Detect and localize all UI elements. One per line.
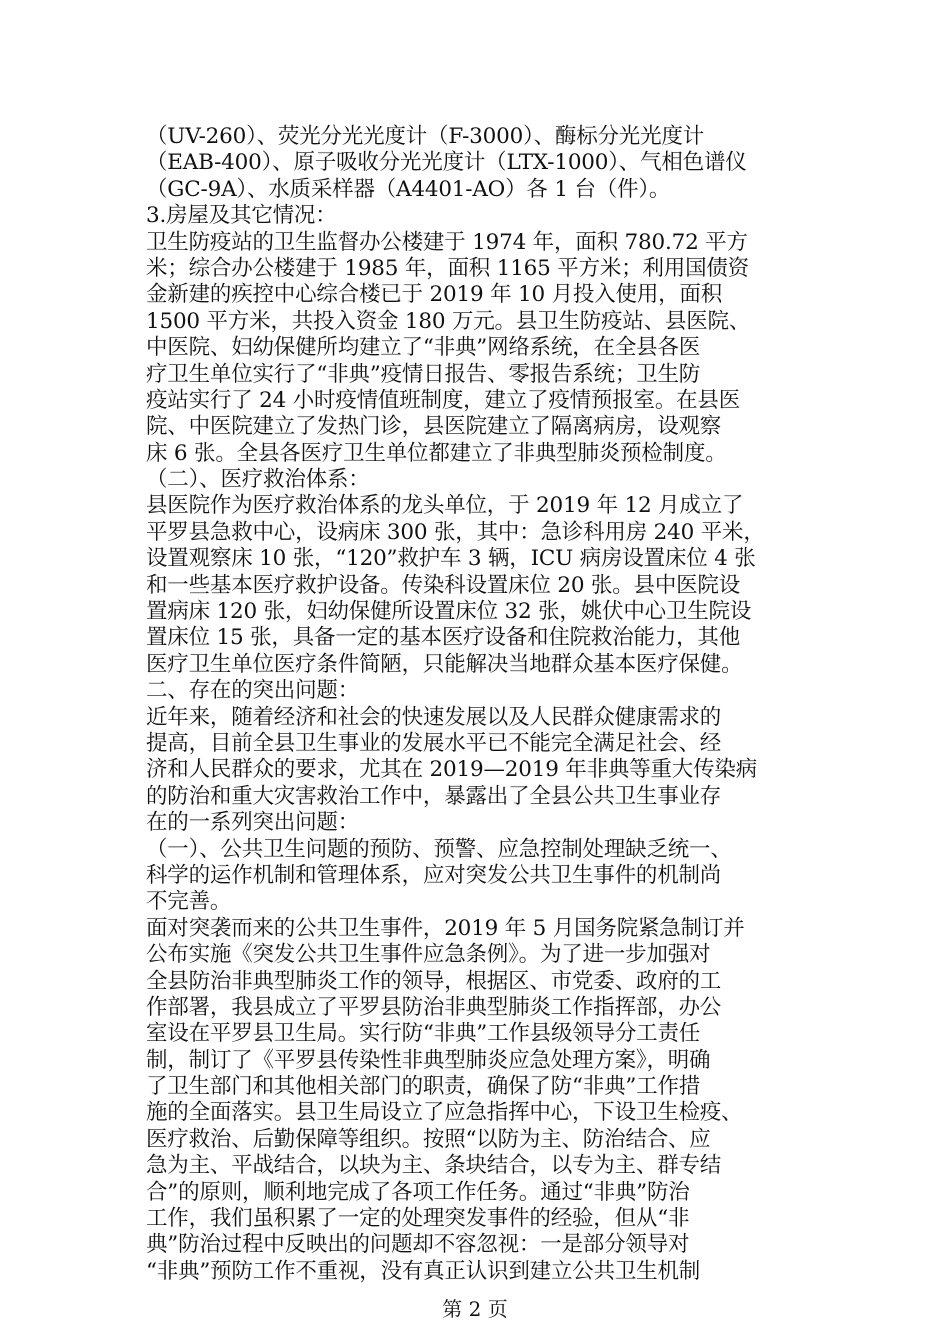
- text-line: 和一些基本医疗救护设备。传染科设置床位 20 张。县中医院设: [146, 572, 741, 598]
- text-line: 室设在平罗县卫生局。实行防“非典”工作县级领导分工责任: [146, 1021, 701, 1047]
- text-line: 近年来，随着经济和社会的快速发展以及人民群众健康需求的: [146, 704, 722, 730]
- text-line: 卫生防疫站的卫生监督办公楼建于 1974 年，面积 780.72 平方: [146, 229, 748, 255]
- text-line: 作部署，我县成立了平罗县防治非典型肺炎工作指挥部，办公: [146, 994, 722, 1020]
- page-number: 第 2 页: [442, 1297, 508, 1321]
- text-line: （EAB-400）、原子吸收分光光度计（LTX-1000）、气相色谱仪: [146, 150, 747, 176]
- text-line: （二）、医疗救治体系：: [146, 467, 370, 493]
- text-line: 制，制订了《平罗县传染性非典型肺炎应急处理方案》，明确: [146, 1047, 711, 1073]
- text-line: 中医院、妇幼保健所均建立了“非典”网络系统，在全县各医: [146, 335, 701, 361]
- text-line: 施的全面落实。县卫生局设立了应急指挥中心，下设卫生检疫、: [146, 1100, 743, 1126]
- text-line: 医疗救治、后勤保障等组织。按照“以防为主、防治结合、应: [146, 1126, 711, 1152]
- document-body: [146, 124, 806, 1285]
- text-line: 不完善。: [146, 889, 232, 915]
- text-line: 疫站实行了 24 小时疫情值班制度，建立了疫情预报室。在县医: [146, 387, 741, 413]
- text-line: 合”的原则，顺利地完成了各项工作任务。通过“非典”防治: [146, 1179, 690, 1205]
- text-line: 面对突袭而来的公共卫生事件，2019 年 5 月国务院紧急制订并: [146, 915, 745, 941]
- text-line: 在的一系列突出问题：: [146, 810, 360, 836]
- text-line: 1500 平方米，共投入资金 180 万元。县卫生防疫站、县医院、: [146, 308, 751, 334]
- text-line: 提高，目前全县卫生事业的发展水平已不能完全满足社会、经: [146, 730, 722, 756]
- text-line: 置病床 120 张，妇幼保健所设置床位 32 张，姚伏中心卫生院设: [146, 599, 752, 625]
- text-line: 置床位 15 张，具备一定的基本医疗设备和住院救治能力，其他: [146, 625, 741, 651]
- text-line: 二、存在的突出问题：: [146, 678, 360, 704]
- text-line: 米；综合办公楼建于 1985 年，面积 1165 平方米；利用国债资: [146, 255, 749, 281]
- text-line: 典”防治过程中反映出的问题却不容忽视：一是部分领导对: [146, 1232, 690, 1258]
- text-line: 县医院作为医疗救治体系的龙头单位，于 2019 年 12 月成立了: [146, 493, 744, 519]
- text-line: 全县防治非典型肺炎工作的领导，根据区、市党委、政府的工: [146, 968, 722, 994]
- text-line: 济和人民群众的要求，尤其在 2019—2019 年非典等重大传染病: [146, 757, 758, 783]
- text-line: 医疗卫生单位医疗条件简陋，只能解决当地群众基本医疗保健。: [146, 651, 743, 677]
- text-line: 平罗县急救中心，设病床 300 张，其中：急诊科用房 240 平米，: [146, 519, 765, 545]
- text-line: 科学的运作机制和管理体系，应对突发公共卫生事件的机制尚: [146, 862, 722, 888]
- text-line: “非典”预防工作不重视，没有真正认识到建立公共卫生机制: [146, 1258, 701, 1284]
- text-line: 院、中医院建立了发热门诊，县医院建立了隔离病房，设观察: [146, 414, 722, 440]
- text-line: 公布实施《突发公共卫生事件应急条例》。为了进一步加强对: [146, 942, 711, 968]
- text-line: 床 6 张。全县各医疗卫生单位都建立了非典型肺炎预检制度。: [146, 440, 727, 466]
- text-line: 设置观察床 10 张，“120”救护车 3 辆，ICU 病房设置床位 4 张: [146, 546, 756, 572]
- text-line: 的防治和重大灾害救治工作中，暴露出了全县公共卫生事业存: [146, 783, 722, 809]
- text-line: （GC-9A）、水质采样器（A4401-AO）各 1 台（件）。: [146, 176, 671, 202]
- text-line: （UV-260）、荧光分光光度计（F-3000）、酶标分光光度计: [146, 124, 705, 149]
- text-line: 急为主、平战结合，以块为主、条块结合，以专为主、群专结: [146, 1153, 722, 1179]
- text-line: 金新建的疾控中心综合楼已于 2019 年 10 月投入使用，面积: [146, 282, 723, 308]
- text-line: 疗卫生单位实行了“非典”疫情日报告、零报告系统；卫生防: [146, 361, 701, 387]
- text-line: 工作，我们虽积累了一定的处理突发事件的经验，但从“非: [146, 1206, 690, 1232]
- text-line: 了卫生部门和其他相关部门的职责，确保了防“非典”工作措: [146, 1074, 701, 1100]
- text-line: （一）、公共卫生问题的预防、预警、应急控制处理缺乏统一、: [146, 836, 732, 862]
- text-line: 3.房屋及其它情况：: [146, 203, 337, 229]
